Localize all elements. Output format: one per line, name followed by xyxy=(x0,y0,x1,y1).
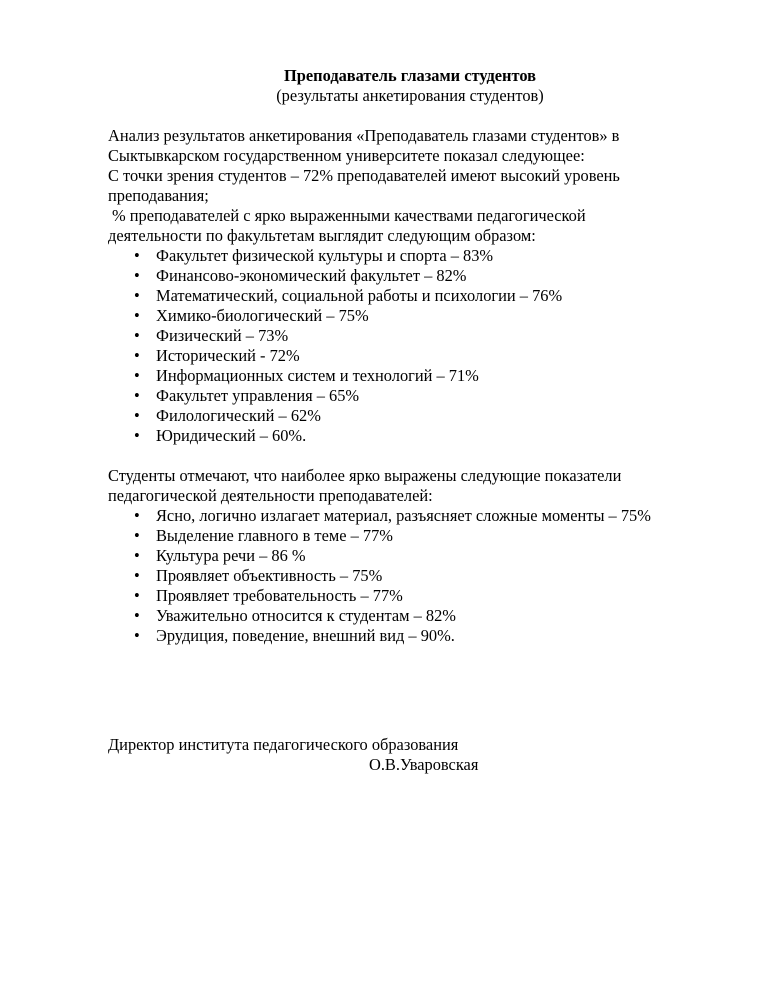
bullet-icon: • xyxy=(134,386,140,405)
list-item xyxy=(134,526,728,546)
list-item-text: Юридический – 60%. xyxy=(156,426,307,445)
list-item-text: Математический, социальной работы и психологии – 76% xyxy=(156,286,563,305)
faculty-list xyxy=(108,246,728,446)
bullet-icon: • xyxy=(134,586,140,605)
list-item-text: Финансово-экономический факультет – 82% xyxy=(156,266,467,285)
list-item xyxy=(134,586,728,606)
bullet-icon: • xyxy=(134,346,140,365)
list-item xyxy=(134,566,728,586)
list-item xyxy=(134,386,728,406)
bullet-icon: • xyxy=(134,626,140,645)
list-item xyxy=(134,266,728,286)
bullet-icon: • xyxy=(134,326,140,345)
signature-name: О.В.Уваровская xyxy=(369,755,479,774)
bullet-icon: • xyxy=(134,266,140,285)
bullet-icon: • xyxy=(134,306,140,325)
list-item-text: Факультет управления – 65% xyxy=(156,386,360,405)
intro-line: Сыктывкарском государственном университете показал следующее: xyxy=(108,146,585,165)
list-item xyxy=(134,326,728,346)
list-item xyxy=(134,606,728,626)
list-item xyxy=(134,246,728,266)
indicators-paragraph xyxy=(108,466,728,506)
list-item xyxy=(134,546,728,566)
intro-line: деятельности по факультетам выглядит следующим образом: xyxy=(108,226,536,245)
bullet-icon: • xyxy=(134,546,140,565)
list-item-text: Филологический – 62% xyxy=(156,406,321,425)
bullet-icon: • xyxy=(134,566,140,585)
document-subtitle: (результаты анкетирования студентов) xyxy=(276,86,544,105)
list-item-text: Проявляет объективность – 75% xyxy=(156,566,383,585)
intro-line: преподавания; xyxy=(108,186,209,205)
list-item xyxy=(134,346,728,366)
list-item xyxy=(134,366,728,386)
indicator-list xyxy=(108,506,728,646)
indicators-line: Студенты отмечают, что наиболее ярко выражены следующие показатели xyxy=(108,466,622,485)
list-item xyxy=(134,406,728,426)
list-item-text: Уважительно относится к студентам – 82% xyxy=(156,606,456,625)
list-item-text: Факультет физической культуры и спорта – 83% xyxy=(156,246,494,265)
bullet-icon: • xyxy=(134,526,140,545)
signature-position: Директор института педагогического образования xyxy=(108,735,459,754)
list-item-text: Исторический - 72% xyxy=(156,346,300,365)
list-item-text: Физический – 73% xyxy=(156,326,289,345)
intro-paragraph xyxy=(108,126,728,246)
bullet-icon: • xyxy=(134,366,140,385)
document-title: Преподаватель глазами студентов xyxy=(284,66,536,85)
list-item-text: Информационных систем и технологий – 71% xyxy=(156,366,479,385)
indicators-line: педагогической деятельности преподавателей: xyxy=(108,486,433,505)
spacer xyxy=(108,446,728,466)
list-item-text: Выделение главного в теме – 77% xyxy=(156,526,393,545)
list-item-text: Химико-биологический – 75% xyxy=(156,306,369,325)
document-body xyxy=(108,66,728,646)
bullet-icon: • xyxy=(134,286,140,305)
spacer xyxy=(108,106,728,126)
intro-line: С точки зрения студентов – 72% преподавателей имеют высокий уровень xyxy=(108,166,620,185)
list-item xyxy=(134,426,728,446)
bullet-icon: • xyxy=(134,246,140,265)
list-item-text: Культура речи – 86 % xyxy=(156,546,306,565)
intro-line: Анализ результатов анкетирования «Преподаватель глазами студентов» в xyxy=(108,126,620,145)
list-item xyxy=(134,506,728,526)
list-item-text: Проявляет требовательность – 77% xyxy=(156,586,403,605)
list-item xyxy=(134,286,728,306)
bullet-icon: • xyxy=(134,426,140,445)
bullet-icon: • xyxy=(134,406,140,425)
bullet-icon: • xyxy=(134,606,140,625)
intro-line: % преподавателей с ярко выраженными качествами педагогической xyxy=(112,206,586,225)
bullet-icon: • xyxy=(134,506,140,525)
list-item-text: Ясно, логично излагает материал, разъясняет сложные моменты – 75% xyxy=(156,506,651,525)
list-item xyxy=(134,626,728,646)
list-item-text: Эрудиция, поведение, внешний вид – 90%. xyxy=(156,626,455,645)
signature-block xyxy=(108,735,728,775)
list-item xyxy=(134,306,728,326)
